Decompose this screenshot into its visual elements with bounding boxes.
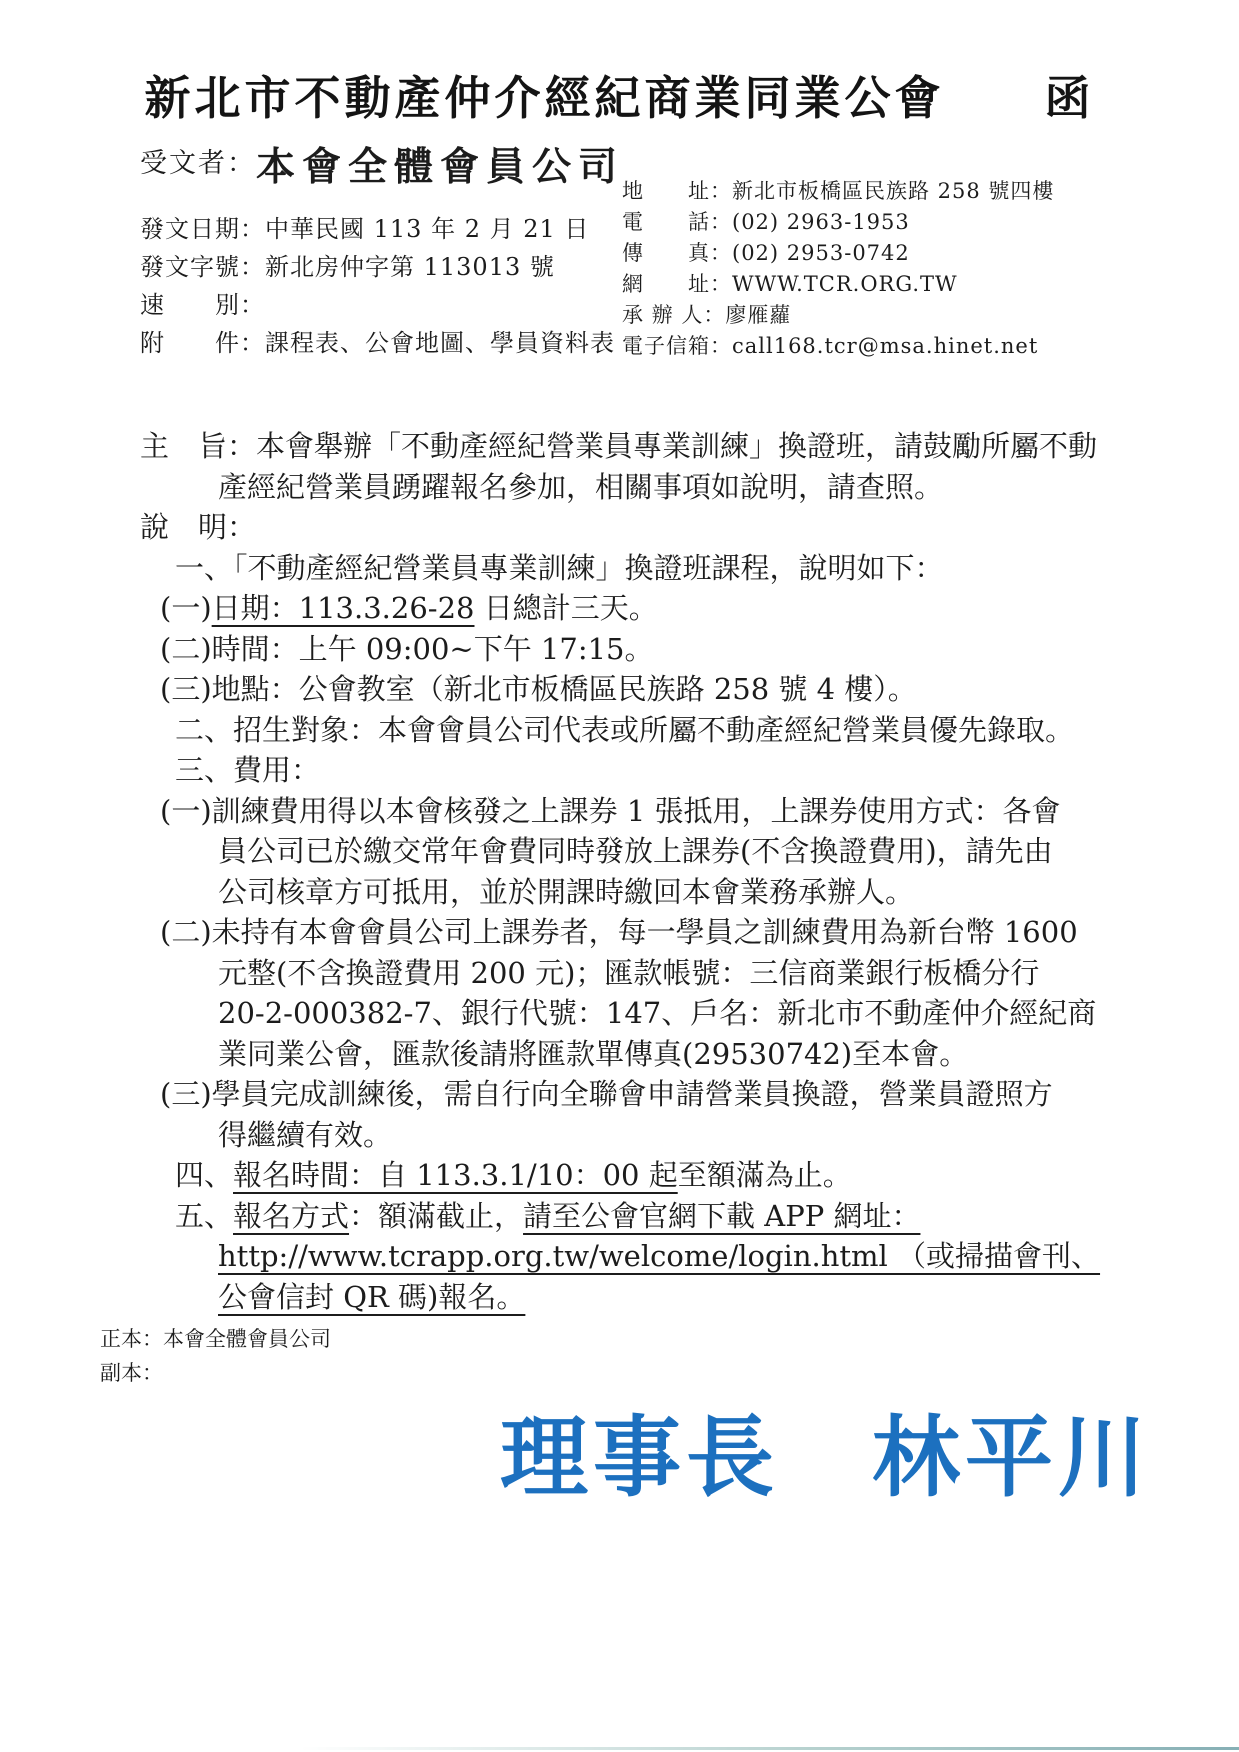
underlined-text: 公會信封 QR 碼)報名。 — [218, 1279, 526, 1314]
body-text: 公司核章方可抵用，並於開課時繳回本會業務承辦人。 — [218, 874, 915, 909]
duplicate-copy-line: 副本： — [100, 1361, 163, 1385]
body-line — [0, 507, 1239, 548]
body-line — [0, 588, 1239, 629]
recipient-label: 受文者： — [140, 148, 256, 179]
letter-title: 新北市不動產仲介經紀商業同業公會 函 — [144, 71, 1095, 125]
body-text: (三)學員完成訓練後，需自行向全聯會申請營業員換證，營業員證照方 — [160, 1077, 1053, 1111]
body-line — [0, 1236, 1239, 1277]
body-text: 二、招生對象：本會會員公司代表或所屬不動產經紀營業員優先錄取。 — [175, 712, 1075, 747]
body-line — [0, 750, 1239, 791]
contact-line: 傳 真：(02) 2953-0742 — [622, 241, 910, 265]
body-text: (一) — [160, 591, 212, 625]
body-line — [0, 467, 1239, 508]
body-line — [0, 912, 1239, 953]
body-text: 元整(不含換證費用 200 元)；匯款帳號：三信商業銀行板橋分行 — [218, 955, 1040, 990]
original-copy-line: 正本：本會全體會員公司 — [100, 1327, 331, 1351]
body-text: 主 旨：本會舉辦「不動產經紀營業員專業訓練」換證班，請鼓勵所屬不動 — [140, 429, 1098, 463]
body-line — [0, 669, 1239, 710]
body-line — [0, 831, 1239, 872]
contact-line: 網 址：WWW.TCR.ORG.TW — [622, 272, 958, 296]
body-text: ：額滿截止， — [349, 1198, 524, 1233]
contact-line: 電子信箱：call168.tcr@msa.hinet.net — [622, 334, 1039, 358]
body-text: 三、費用： — [175, 753, 321, 787]
body-line — [0, 1277, 1239, 1318]
contact-line: 電 話：(02) 2963-1953 — [622, 210, 910, 234]
contact-line: 承 辦 人：廖雁蘿 — [622, 303, 792, 327]
body-text: 說 明： — [140, 510, 257, 544]
body-line — [0, 993, 1239, 1034]
underlined-text: 日期：113.3.26-28 — [211, 591, 475, 625]
body-line — [0, 710, 1239, 751]
meta-line: 速 別： — [140, 291, 265, 319]
underlined-text: 報名方式 — [233, 1198, 350, 1233]
body-line — [0, 629, 1239, 670]
dispatch-meta-block — [140, 210, 615, 362]
body-line — [0, 548, 1239, 589]
body-text: 至額滿為止。 — [677, 1158, 852, 1192]
underlined-text: http://www.tcrapp.org.tw/welcome/login.html （或掃描會刊、 — [218, 1239, 1101, 1273]
meta-line: 發文字號：新北房仲字第 113013 號 — [140, 253, 555, 281]
body-line — [0, 1074, 1239, 1115]
body-text: 得繼續有效。 — [218, 1117, 393, 1152]
body-text: 20-2-000382-7、銀行代號：147、戶名：新北市不動產仲介經紀商 — [218, 996, 1097, 1030]
body-line — [0, 791, 1239, 832]
chairman-signature: 理事長 林平川 — [500, 1405, 1152, 1509]
copy-recipients-block — [100, 1322, 331, 1390]
scan-artifact-line — [300, 1747, 1239, 1750]
body-text: 員公司已於繳交常年會費同時發放上課券(不含換證費用)，請先由 — [218, 834, 1053, 868]
recipient-name: 本會全體會員公司 — [256, 144, 625, 190]
body-text: 四、 — [175, 1158, 234, 1192]
body-text: (三)地點：公會教室（新北市板橋區民族路 258 號 4 樓）。 — [160, 672, 917, 706]
body-text: 日總計三天。 — [474, 591, 658, 625]
body-line — [0, 1115, 1239, 1156]
body-line — [0, 426, 1239, 467]
underlined-text: 請至公會官網下載 APP 網址： — [523, 1198, 921, 1233]
body-line — [0, 872, 1239, 913]
meta-line: 發文日期：中華民國 113 年 2 月 21 日 — [140, 215, 590, 243]
body-line — [0, 1155, 1239, 1196]
body-text: 產經紀營業員踴躍報名參加，相關事項如說明，請查照。 — [218, 469, 944, 504]
body-line — [0, 1196, 1239, 1237]
letter-body — [0, 426, 1239, 1317]
body-text: (一)訓練費用得以本會核發之上課券 1 張抵用，上課券使用方式：各會 — [160, 793, 1061, 828]
meta-line: 附 件：課程表、公會地圖、學員資料表 — [140, 329, 615, 357]
body-line — [0, 953, 1239, 994]
body-text: 一、「不動產經紀營業員專業訓練」換證班課程，說明如下： — [175, 550, 944, 585]
contact-line: 地 址：新北市板橋區民族路 258 號四樓 — [622, 179, 1055, 203]
association-contact-block — [622, 176, 1054, 362]
body-line — [0, 1034, 1239, 1075]
recipient-row — [140, 136, 624, 192]
body-text: (二)未持有本會會員公司上課券者，每一學員之訓練費用為新台幣 1600 — [160, 915, 1078, 949]
body-text: 業同業公會，匯款後請將匯款單傳真(29530742)至本會。 — [218, 1036, 969, 1071]
underlined-text: 報名時間：自 113.3.1/10：00 起 — [233, 1158, 678, 1192]
body-text: (二)時間：上午 09:00~下午 17:15。 — [160, 631, 654, 666]
body-text: 五、 — [175, 1198, 234, 1233]
